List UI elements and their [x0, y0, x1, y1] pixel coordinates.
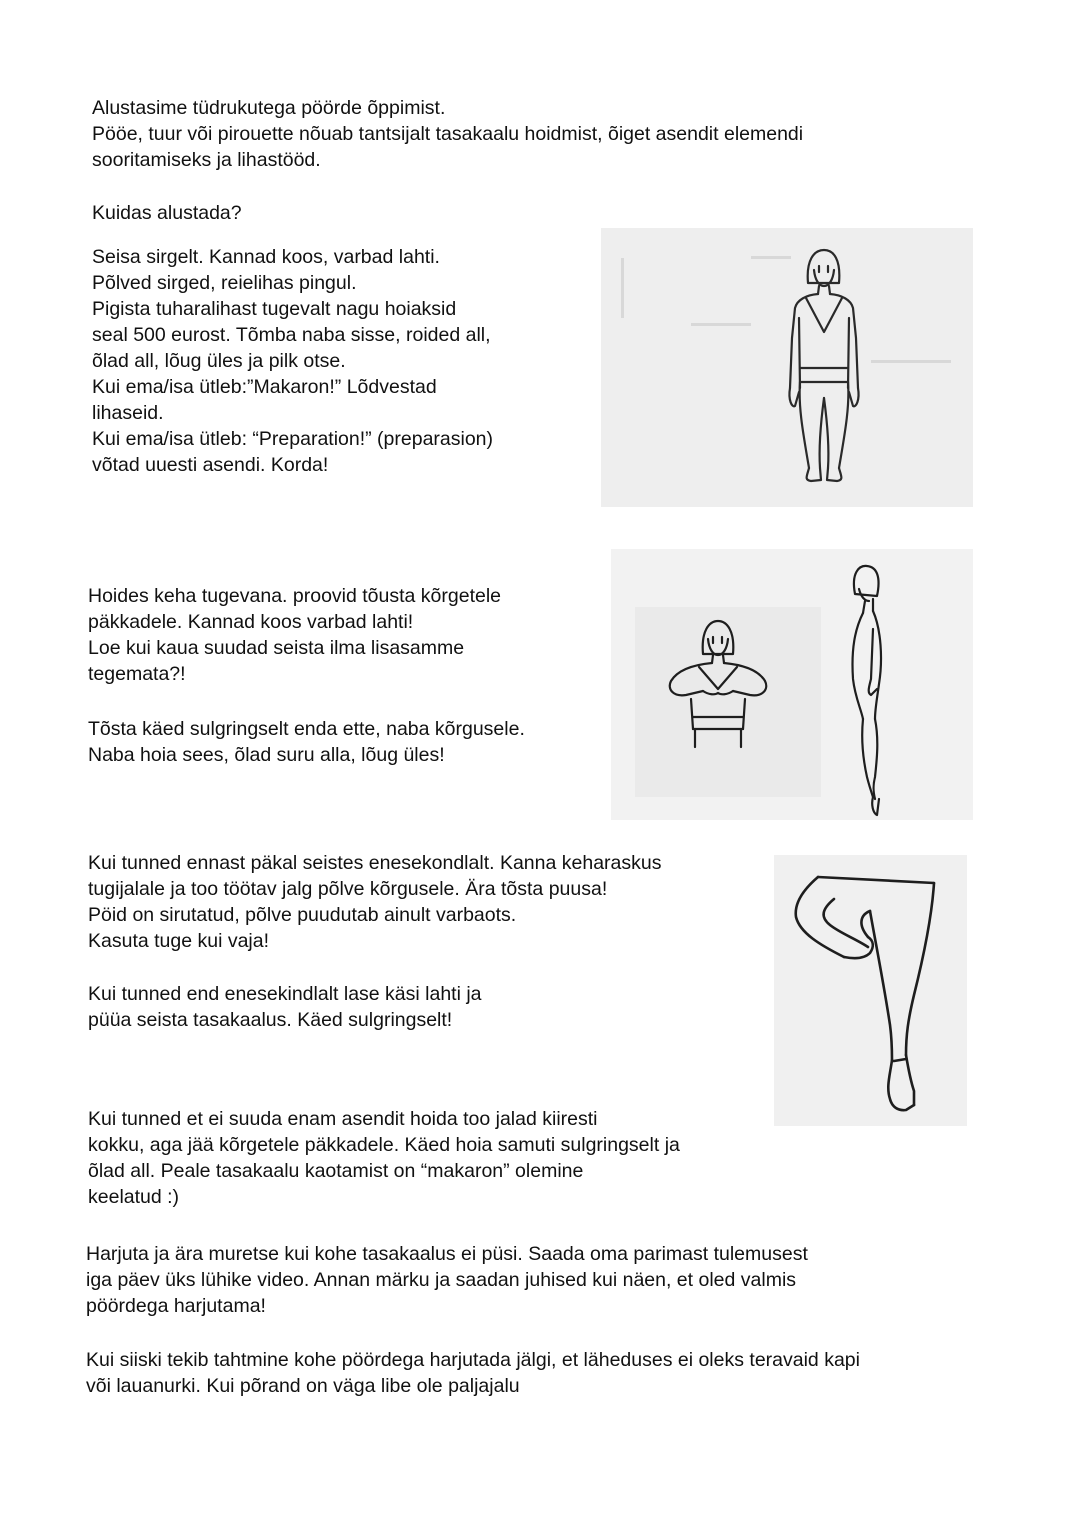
text-line: õlad all. Peale tasakaalu kaotamist on “makaron” olemine: [88, 1160, 584, 1182]
arms-and-releve-illustration: [611, 549, 973, 820]
text-line: sooritamiseks ja lihastööd.: [92, 149, 321, 171]
text-line: iga päev üks lühike video. Annan märku ja saadan juhised kui näen, et oled valmis: [86, 1269, 797, 1291]
text-line: lihaseid.: [92, 402, 164, 424]
intro-paragraph: [92, 95, 803, 173]
text-line: Pöid on sirutatud, põlve puudutab ainult varbaots.: [88, 904, 517, 926]
text-line: Kasuta tuge kui vaja!: [88, 930, 270, 952]
passe-leg-illustration: [774, 855, 967, 1126]
standing-figure-illustration: [601, 228, 973, 507]
text-line: Kui ema/isa ütleb:”Makaron!” Lõdvestad: [92, 376, 437, 398]
text-line: Loe kui kaua suudad seista ilma lisasamme: [88, 637, 465, 659]
text-line: võtad uuesti asendi. Korda!: [92, 454, 329, 476]
text-line: õlad all, lõug üles ja pilk otse.: [92, 350, 346, 372]
text-line: Kui ema/isa ütleb: “Preparation!” (preparasion): [92, 428, 494, 450]
practice-paragraph: [86, 1241, 808, 1319]
text-line: Kui tunned end enesekindlalt lase käsi lahti ja: [88, 983, 482, 1005]
releve-paragraph: [88, 583, 501, 687]
text-line: tugijalale ja too töötav jalg põlve kõrgusele. Ära tõsta puusa!: [88, 878, 608, 900]
text-line: Harjuta ja ära muretse kui kohe tasakaalus ei püsi. Saada oma parimast tulemusest: [86, 1243, 808, 1265]
text-line: Tõsta käed sulgringselt enda ette, naba kõrgusele.: [88, 718, 525, 740]
text-line: Hoides keha tugevana. proovid tõusta kõrgetele: [88, 585, 502, 607]
text-line: kokku, aga jää kõrgetele päkkadele. Käed hoia samuti sulgringselt ja: [88, 1134, 680, 1156]
text-line: keelatud :): [88, 1186, 180, 1208]
text-line: tegemata?!: [88, 663, 186, 685]
passe-paragraph: [88, 850, 661, 954]
release-paragraph: [88, 981, 482, 1033]
text-line: Alustasime tüdrukutega pöörde õppimist.: [92, 97, 446, 119]
text-line: Kui siiski tekib tahtmine kohe pöördega harjutada jälgi, et läheduses ei oleks teravaid kapi: [86, 1349, 860, 1371]
question-heading: [92, 200, 242, 226]
text-line: või lauanurki. Kui põrand on väga libe ole paljajalu: [86, 1375, 520, 1397]
text-line: Naba hoia sees, õlad suru alla, lõug üles!: [88, 744, 445, 766]
text-line: Kuidas alustada?: [92, 202, 242, 224]
arms-paragraph: [88, 716, 525, 768]
text-line: seal 500 eurost. Tõmba naba sisse, roided all,: [92, 324, 491, 346]
text-line: Seisa sirgelt. Kannad koos, varbad lahti.: [92, 246, 440, 268]
text-line: Pööe, tuur või pirouette nõuab tantsijalt tasakaalu hoidmist, õiget asendit elemendi: [92, 123, 804, 145]
text-line: pöördega harjutama!: [86, 1295, 266, 1317]
text-line: päkkadele. Kannad koos varbad lahti!: [88, 611, 414, 633]
stance-paragraph: [92, 244, 493, 478]
text-line: püüa seista tasakaalus. Käed sulgringselt!: [88, 1009, 453, 1031]
text-line: Põlved sirged, reielihas pingul.: [92, 272, 357, 294]
text-line: Kui tunned et ei suuda enam asendit hoida too jalad kiiresti: [88, 1108, 598, 1130]
text-line: Kui tunned ennast päkal seistes enesekondlalt. Kanna keharaskus: [88, 852, 662, 874]
finish-paragraph: [88, 1106, 680, 1210]
text-line: Pigista tuharalihast tugevalt nagu hoiaksid: [92, 298, 457, 320]
safety-paragraph: [86, 1347, 860, 1399]
